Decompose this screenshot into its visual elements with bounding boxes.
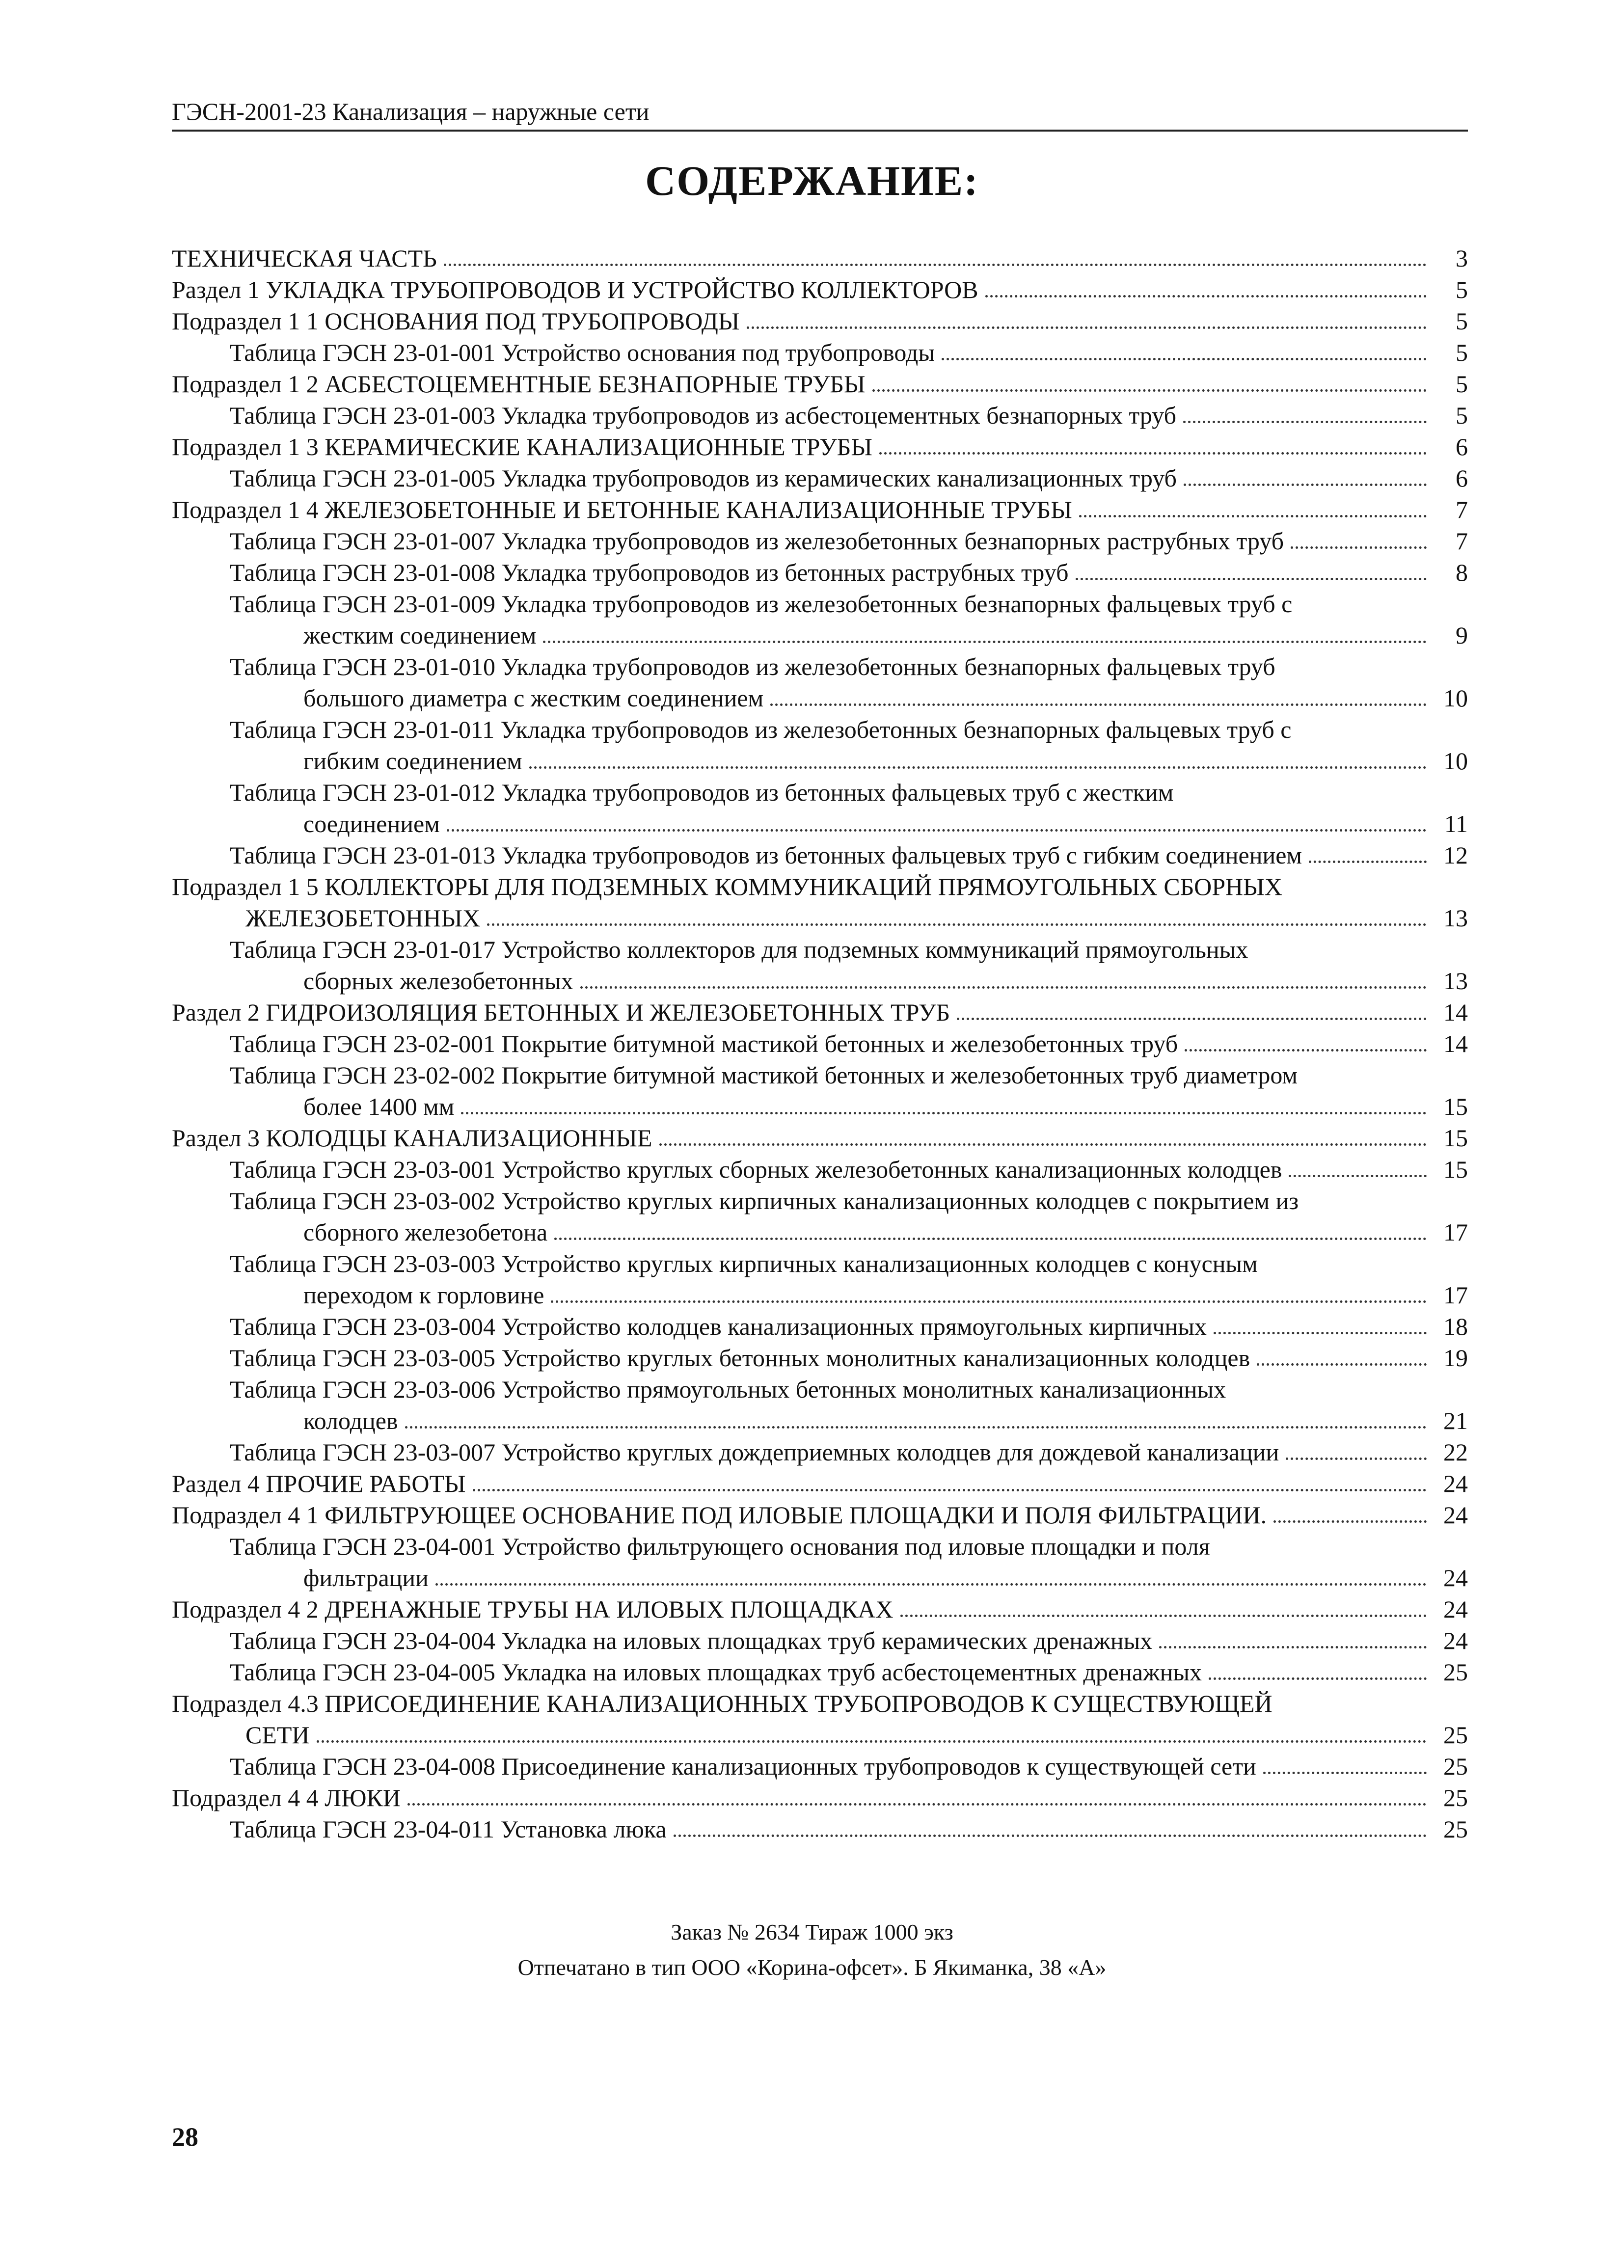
toc-entry-body: [230, 777, 1434, 839]
dot-leader: [1309, 861, 1427, 863]
toc-entry: [172, 1656, 1468, 1688]
toc-entry-title: Таблица ГЭСН 23-01-013 Укладка трубопроводов из бетонных фальцевых труб с гибким соединением: [230, 841, 1302, 869]
toc-entry: [172, 1813, 1468, 1845]
toc-entry: [172, 557, 1468, 588]
imprint-printer-line: Отпечатано в тип ООО «Корина-офсет». Б Якиманка, 38 «А»: [517, 1955, 1107, 1980]
toc-entry-title: Таблица ГЭСН 23-04-004 Укладка на иловых площадках труб керамических дренажных: [230, 1627, 1153, 1654]
toc-entry: [172, 1688, 1468, 1751]
dot-leader: [1263, 1772, 1427, 1774]
toc-entry: [172, 368, 1468, 400]
toc-entry-body: [172, 243, 1434, 274]
toc-entry: [172, 934, 1468, 997]
toc-entry-title: Таблица ГЭСН 23-03-007 Устройство круглых дождеприемных колодцев для дождевой канализации: [230, 1438, 1279, 1466]
toc-entry-title: Таблица ГЭСН 23-03-004 Устройство колодцев канализационных прямоугольных кирпичных: [230, 1313, 1207, 1340]
imprint-order-line: Заказ № 2634 Тираж 1000 экз: [671, 1919, 953, 1944]
toc-entry-title: Таблица ГЭСН 23-01-001 Устройство основания под трубопроводы: [230, 339, 935, 366]
dot-leader: [1273, 1520, 1427, 1523]
toc-entry-title: Таблица ГЭСН 23-03-006 Устройство прямоугольных бетонных монолитных канализационных: [230, 1376, 1226, 1403]
dot-leader: [985, 295, 1427, 297]
toc-entry-body: [172, 871, 1434, 934]
toc-page-number: 24: [1443, 1501, 1468, 1529]
toc-entry-title: Раздел 1 УКЛАДКА ТРУБОПРОВОДОВ И УСТРОЙСТВО КОЛЛЕКТОРОВ: [172, 276, 978, 303]
toc-entry-body: [230, 337, 1434, 368]
toc-entry-title: Таблица ГЭСН 23-01-003 Укладка трубопроводов из асбестоцементных безнапорных труб: [230, 402, 1177, 429]
toc-entry: [172, 1154, 1468, 1185]
toc-entry-body: [230, 1342, 1434, 1374]
toc-entry-body: [172, 1499, 1434, 1531]
toc-entry: [172, 1374, 1468, 1436]
dot-leader: [551, 1300, 1427, 1303]
toc-entry-body: [230, 934, 1434, 997]
dot-leader: [1257, 1363, 1427, 1366]
toc-page-number: 15: [1443, 1093, 1468, 1120]
toc-entry-title: Таблица ГЭСН 23-01-011 Укладка трубопроводов из железобетонных безнапорных фальцевых труб с: [230, 716, 1292, 743]
dot-leader: [554, 1238, 1427, 1240]
toc-page-number: 24: [1443, 1564, 1468, 1592]
toc-entry: [172, 243, 1468, 274]
toc-entry-title: Таблица ГЭСН 23-01-017 Устройство коллекторов для подземных коммуникаций прямоугольных: [230, 936, 1248, 963]
dot-leader: [659, 1143, 1427, 1146]
toc-entry: [172, 1625, 1468, 1656]
toc-entry-title-continuation: переходом к горловине: [303, 1281, 544, 1309]
toc-entry-body: [230, 1531, 1434, 1593]
toc-entry-title: Таблица ГЭСН 23-03-001 Устройство круглых сборных железобетонных канализационных колодцев: [230, 1156, 1282, 1183]
toc-entry-title: Подраздел 4 1 ФИЛЬТРУЮЩЕЕ ОСНОВАНИЕ ПОД ИЛОВЫЕ ПЛОЩАДКИ И ПОЛЯ ФИЛЬТРАЦИИ.: [172, 1501, 1267, 1529]
toc-entry-body: [230, 1028, 1434, 1059]
toc-entry-title-continuation: СЕТИ: [245, 1721, 310, 1749]
dot-leader: [1286, 1458, 1427, 1460]
toc-page-number: 11: [1444, 810, 1468, 837]
toc-entry: [172, 777, 1468, 839]
toc-page-number: 5: [1456, 307, 1468, 335]
toc-entry-body: [230, 557, 1434, 588]
toc-entry-body: [230, 1813, 1434, 1845]
toc-entry-title: Таблица ГЭСН 23-04-011 Установка люка: [230, 1815, 667, 1843]
toc-entry: [172, 997, 1468, 1028]
toc-entry: [172, 462, 1468, 494]
toc-entry-body: [172, 1688, 1434, 1751]
dot-leader: [957, 1018, 1427, 1020]
toc-entry-title-continuation: колодцев: [303, 1407, 398, 1434]
toc-entry-body: [230, 525, 1434, 557]
toc-entry: [172, 1342, 1468, 1374]
toc-entry-title: Таблица ГЭСН 23-04-001 Устройство фильтрующего основания под иловые площадки и поля: [230, 1533, 1210, 1560]
toc-entry: [172, 1593, 1468, 1625]
toc-entry-title: Таблица ГЭСН 23-01-005 Укладка трубопроводов из керамических канализационных труб: [230, 464, 1177, 492]
toc-entry: [172, 1311, 1468, 1342]
toc-entry-title: Таблица ГЭСН 23-01-012 Укладка трубопроводов из бетонных фальцевых труб с жестким: [230, 779, 1174, 806]
toc-entry: [172, 1122, 1468, 1154]
toc-page-number: 12: [1443, 841, 1468, 869]
toc-page-number: 8: [1456, 559, 1468, 586]
toc-entry-body: [172, 431, 1434, 462]
toc-entry-body: [230, 1625, 1434, 1656]
dot-leader: [1183, 421, 1427, 423]
toc-entry-body: [172, 494, 1434, 525]
dot-leader: [770, 703, 1427, 706]
running-header-text: ГЭСН-2001-23 Канализация – наружные сети: [172, 98, 650, 125]
toc-entry: [172, 431, 1468, 462]
toc-entry-title: Раздел 4 ПРОЧИЕ РАБОТЫ: [172, 1470, 466, 1497]
toc-page-number: 5: [1456, 276, 1468, 303]
toc-page-number: 6: [1456, 433, 1468, 460]
toc-page-number: 14: [1443, 1030, 1468, 1057]
toc-entry-body: [230, 1154, 1434, 1185]
toc-page-number: 25: [1443, 1658, 1468, 1686]
dot-leader: [407, 1803, 1427, 1806]
toc-entry-title: Таблица ГЭСН 23-02-001 Покрытие битумной мастикой бетонных и железобетонных труб: [230, 1030, 1178, 1057]
dot-leader: [900, 1615, 1427, 1617]
dot-leader: [747, 326, 1427, 329]
toc-entry: [172, 1499, 1468, 1531]
toc-entry-title: Подраздел 1 4 ЖЕЛЕЗОБЕТОННЫЕ И БЕТОННЫЕ КАНАЛИЗАЦИОННЫЕ ТРУБЫ: [172, 496, 1072, 523]
toc-entry: [172, 651, 1468, 714]
toc-entry-title: Таблица ГЭСН 23-01-010 Укладка трубопроводов из железобетонных безнапорных фальцевых труб: [230, 653, 1275, 680]
dot-leader: [529, 766, 1427, 769]
dot-leader: [1159, 1646, 1427, 1648]
toc-page-number: 10: [1443, 684, 1468, 712]
toc-page-number: 5: [1456, 339, 1468, 366]
dot-leader: [1289, 1175, 1427, 1177]
toc-entry-body: [172, 368, 1434, 400]
toc-page-number: 3: [1456, 244, 1468, 272]
toc-entry-body: [230, 400, 1434, 431]
dot-leader: [674, 1835, 1427, 1837]
toc-entry-body: [172, 1122, 1434, 1154]
toc-page-number: 19: [1443, 1344, 1468, 1372]
toc-page-number: 25: [1443, 1753, 1468, 1780]
toc-entry-body: [230, 1185, 1434, 1248]
toc-entry-title: Подраздел 4 4 ЛЮКИ: [172, 1784, 401, 1811]
toc-entry-title: Таблица ГЭСН 23-01-009 Укладка трубопроводов из железобетонных безнапорных фальцевых труб с: [230, 590, 1293, 618]
toc-entry: [172, 1059, 1468, 1122]
page-title: СОДЕРЖАНИЕ:: [645, 157, 979, 204]
toc-page-number: 17: [1443, 1218, 1468, 1246]
toc-page-number: 25: [1443, 1815, 1468, 1843]
toc-entry-body: [230, 588, 1434, 651]
toc-entry-title: Таблица ГЭСН 23-02-002 Покрытие битумной мастикой бетонных и железобетонных труб диаметром: [230, 1061, 1298, 1089]
toc-entry-title: ТЕХНИЧЕСКАЯ ЧАСТЬ: [172, 244, 437, 272]
toc-entry-body: [172, 305, 1434, 337]
toc-entry: [172, 400, 1468, 431]
toc-entry: [172, 1248, 1468, 1311]
toc-entry-body: [230, 839, 1434, 871]
toc-entry-title: Таблица ГЭСН 23-03-005 Устройство круглых бетонных монолитных канализационных колодцев: [230, 1344, 1250, 1372]
toc-entry-title: Таблица ГЭСН 23-04-005 Укладка на иловых площадках труб асбестоцементных дренажных: [230, 1658, 1202, 1686]
toc-entry-title: Раздел 2 ГИДРОИЗОЛЯЦИЯ БЕТОННЫХ И ЖЕЛЕЗОБЕТОННЫХ ТРУБ: [172, 999, 950, 1026]
toc-entry-title-continuation: большого диаметра с жестким соединением: [303, 684, 764, 712]
toc-entry-title: Таблица ГЭСН 23-04-008 Присоединение канализационных трубопроводов к существующей сети: [230, 1753, 1256, 1780]
toc-entry-title: Подраздел 1 5 КОЛЛЕКТОРЫ ДЛЯ ПОДЗЕМНЫХ КОММУНИКАЦИЙ ПРЯМОУГОЛЬНЫХ СБОРНЫХ: [172, 873, 1282, 900]
dot-leader: [317, 1740, 1427, 1743]
toc-page-number: 25: [1443, 1721, 1468, 1749]
toc-entry-body: [230, 651, 1434, 714]
toc-page-number: 13: [1443, 904, 1468, 932]
dot-leader: [461, 1112, 1427, 1114]
toc-entry-title: Подраздел 4 2 ДРЕНАЖНЫЕ ТРУБЫ НА ИЛОВЫХ ПЛОЩАДКАХ: [172, 1595, 893, 1623]
toc-entry: [172, 1531, 1468, 1593]
toc-entry: [172, 494, 1468, 525]
toc-entry: [172, 588, 1468, 651]
toc-entry-title: Подраздел 1 3 КЕРАМИЧЕСКИЕ КАНАЛИЗАЦИОННЫЕ ТРУБЫ: [172, 433, 872, 460]
toc-page-number: 6: [1456, 464, 1468, 492]
dot-leader: [580, 986, 1427, 989]
dot-leader: [435, 1583, 1427, 1586]
toc-entry: [172, 871, 1468, 934]
toc-entry-body: [230, 1656, 1434, 1688]
toc-entry-title: Раздел 3 КОЛОДЦЫ КАНАЛИЗАЦИОННЫЕ: [172, 1124, 652, 1152]
dot-leader: [1214, 1332, 1427, 1334]
toc-entry-title: Подраздел 1 1 ОСНОВАНИЯ ПОД ТРУБОПРОВОДЫ: [172, 307, 740, 335]
dot-leader: [1076, 578, 1427, 580]
dot-leader: [1209, 1677, 1427, 1680]
toc-entry-title: Таблица ГЭСН 23-03-002 Устройство круглых кирпичных канализационных колодцев с покрытием из: [230, 1187, 1299, 1215]
toc-entry-body: [172, 997, 1434, 1028]
toc-entry: [172, 714, 1468, 777]
toc-entry-title-continuation: более 1400 мм: [303, 1093, 455, 1120]
toc-entry-body: [230, 714, 1434, 777]
table-of-contents: [172, 243, 1468, 1845]
toc-entry: [172, 1751, 1468, 1782]
toc-entry-title-continuation: гибким соединением: [303, 747, 522, 775]
toc-page-number: 9: [1456, 621, 1468, 649]
toc-entry-title-continuation: сборных железобетонных: [303, 967, 573, 995]
toc-entry-body: [172, 1593, 1434, 1625]
running-header: [172, 93, 1468, 132]
dot-leader: [405, 1426, 1427, 1429]
toc-entry-body: [230, 1311, 1434, 1342]
toc-page-number: 24: [1443, 1595, 1468, 1623]
toc-entry: [172, 274, 1468, 305]
toc-entry-title: Таблица ГЭСН 23-03-003 Устройство круглых кирпичных канализационных колодцев с конусным: [230, 1250, 1258, 1277]
toc-page-number: 18: [1443, 1313, 1468, 1340]
dot-leader: [447, 829, 1427, 832]
toc-page-number: 22: [1443, 1438, 1468, 1466]
toc-entry: [172, 525, 1468, 557]
toc-entry-title: Таблица ГЭСН 23-01-008 Укладка трубопроводов из бетонных раструбных труб: [230, 559, 1069, 586]
dot-leader: [1079, 515, 1427, 517]
toc-page-number: 24: [1443, 1627, 1468, 1654]
toc-entry-body: [172, 1468, 1434, 1499]
toc-entry-title: Подраздел 1 2 АСБЕСТОЦЕМЕНТНЫЕ БЕЗНАПОРНЫЕ ТРУБЫ: [172, 370, 866, 398]
toc-page-number: 15: [1443, 1156, 1468, 1183]
dot-leader: [942, 358, 1427, 360]
toc-entry-title: Таблица ГЭСН 23-01-007 Укладка трубопроводов из железобетонных безнапорных раструбных труб: [230, 527, 1284, 555]
dot-leader: [1291, 546, 1427, 549]
toc-page-number: 24: [1443, 1470, 1468, 1497]
dot-leader: [1184, 484, 1427, 486]
toc-page-number: 17: [1443, 1281, 1468, 1309]
toc-entry-title-continuation: фильтрации: [303, 1564, 429, 1592]
toc-entry: [172, 1028, 1468, 1059]
toc-entry: [172, 1782, 1468, 1813]
toc-entry-body: [172, 274, 1434, 305]
toc-entry-body: [230, 462, 1434, 494]
toc-entry: [172, 839, 1468, 871]
toc-page-number: 7: [1456, 496, 1468, 523]
toc-entry-title-continuation: ЖЕЛЕЗОБЕТОННЫХ: [245, 904, 481, 932]
imprint: [0, 1915, 1624, 1985]
toc-page-number: 15: [1443, 1124, 1468, 1152]
toc-page-number: 5: [1456, 370, 1468, 398]
toc-entry-body: [230, 1059, 1434, 1122]
dot-leader: [1185, 1049, 1427, 1052]
toc-page-number: 13: [1443, 967, 1468, 995]
toc-page-number: 7: [1456, 527, 1468, 555]
dot-leader: [487, 923, 1427, 926]
toc-entry-title-continuation: жестким соединением: [303, 621, 537, 649]
dot-leader: [473, 1489, 1427, 1491]
toc-page-number: 21: [1443, 1407, 1468, 1434]
toc-entry-body: [230, 1248, 1434, 1311]
toc-entry-body: [230, 1751, 1434, 1782]
toc-page-number: 25: [1443, 1784, 1468, 1811]
dot-leader: [543, 641, 1427, 643]
dot-leader: [879, 452, 1427, 455]
dot-leader: [444, 264, 1427, 266]
dot-leader: [872, 389, 1427, 392]
toc-page-number: 14: [1443, 999, 1468, 1026]
page-number: 28: [172, 2122, 198, 2152]
toc-entry-body: [230, 1436, 1434, 1468]
toc-entry: [172, 1185, 1468, 1248]
toc-entry-title: Подраздел 4.3 ПРИСОЕДИНЕНИЕ КАНАЛИЗАЦИОННЫХ ТРУБОПРОВОДОВ К СУЩЕСТВУЮЩЕЙ: [172, 1690, 1272, 1717]
toc-entry-title-continuation: сборного железобетона: [303, 1218, 548, 1246]
toc-entry: [172, 1468, 1468, 1499]
toc-page-number: 10: [1443, 747, 1468, 775]
toc-entry: [172, 1436, 1468, 1468]
toc-page-number: 5: [1456, 402, 1468, 429]
toc-entry: [172, 337, 1468, 368]
toc-entry: [172, 305, 1468, 337]
toc-entry-body: [230, 1374, 1434, 1436]
toc-entry-title-continuation: соединением: [303, 810, 440, 837]
toc-entry-body: [172, 1782, 1434, 1813]
